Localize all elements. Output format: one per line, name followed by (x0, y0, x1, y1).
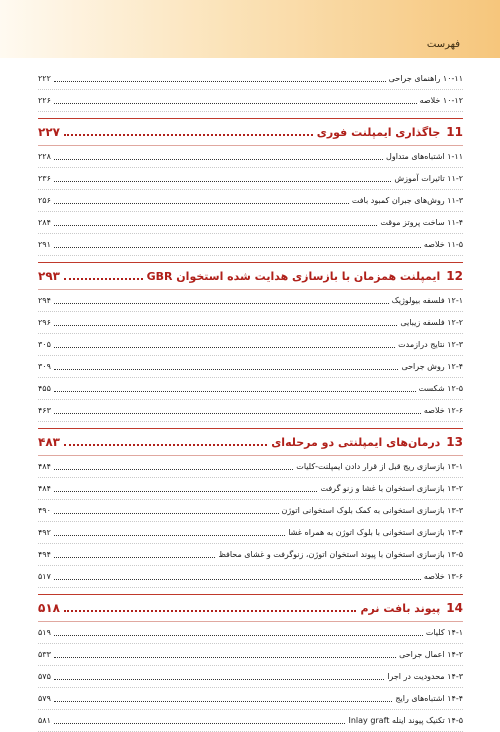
toc-entry[interactable] (38, 456, 463, 478)
entry-page: ۵۷۹ (38, 694, 51, 703)
toc-entry[interactable] (38, 666, 463, 688)
entry-label: ۱۴-۳ محدودیت در اجرا (387, 672, 463, 681)
chapter-page: ۲۹۳ (38, 269, 60, 283)
entry-label: ۱۴-۴ اشتباه‌های رایج (395, 694, 463, 703)
dot-leader (64, 278, 143, 280)
dot-leader (54, 491, 318, 492)
dot-leader (54, 181, 392, 182)
chapter-title: جاگذاری ایمپلنت فوری (316, 125, 441, 139)
chapter-title: ایمپلنت همزمان با بازسازی هدایت شده استخوان GBR (146, 269, 441, 283)
toc-entry[interactable] (38, 190, 463, 212)
toc-entry[interactable] (38, 644, 463, 666)
entry-label: ۱۲-۱ فلسفه بیولوژیک (391, 296, 463, 305)
entry-page: ۴۵۵ (38, 384, 51, 393)
toc-entry[interactable] (38, 90, 463, 112)
entry-page: ۴۸۴ (38, 484, 51, 493)
dot-leader (54, 657, 396, 658)
toc-entry[interactable] (38, 290, 463, 312)
toc-entry[interactable] (38, 544, 463, 566)
dot-leader (54, 303, 389, 304)
dot-leader (54, 635, 423, 636)
chapter-title: پیوند بافت نرم (360, 601, 441, 615)
entry-page: ۲۳۶ (38, 174, 51, 183)
entry-label: ۱۴-۲ اعمال جراحی (399, 650, 463, 659)
entry-label: ۱۲-۲ فلسفه زیبایی (400, 318, 463, 327)
dot-leader (54, 535, 285, 536)
header-bar (0, 0, 500, 58)
entry-label: ۱۴-۱ کلیات (425, 628, 463, 637)
entry-label: ۱۱-۵ خلاصه (423, 240, 463, 249)
toc-entry[interactable] (38, 622, 463, 644)
chapter-heading[interactable] (38, 594, 463, 622)
dot-leader (54, 81, 386, 82)
toc-entry[interactable] (38, 68, 463, 90)
entry-label: ۱۰-۱۱ راهنمای جراحی (388, 74, 463, 83)
entry-label: ۱۴-۵ تکنیک پیوند اینله Inlay graft (348, 716, 463, 725)
toc-entry[interactable] (38, 356, 463, 378)
toc-entry[interactable] (38, 312, 463, 334)
entry-label: ۱۲-۳ نتایج درازمدت (398, 340, 463, 349)
entry-page: ۴۹۲ (38, 528, 51, 537)
dot-leader (54, 679, 384, 680)
toc-entry[interactable] (38, 400, 463, 422)
entry-page: ۴۹۰ (38, 506, 51, 515)
entry-label: ۱۲-۶ خلاصه (423, 406, 463, 415)
dot-leader (54, 701, 392, 702)
entry-page: ۵۸۱ (38, 716, 51, 725)
entry-page: ۲۲۲ (38, 74, 51, 83)
dot-leader (54, 391, 416, 392)
header-title: فهرست (426, 39, 460, 50)
entry-label: ۱۳-۲ بازسازی استخوان با غشا و زنو گرفت (320, 484, 463, 493)
entry-label: ۱۲-۴ روش جراحی (401, 362, 463, 371)
toc-entry[interactable] (38, 566, 463, 588)
chapter-page: ۵۱۸ (38, 601, 60, 615)
dot-leader (54, 369, 399, 370)
chapter-number: 12 (446, 269, 463, 283)
entry-page: ۵۱۹ (38, 628, 51, 637)
dot-leader (54, 469, 293, 470)
chapter-heading[interactable] (38, 428, 463, 456)
entry-label: ۱۱-۲ تاثیرات آموزش (394, 174, 463, 183)
dot-leader (54, 159, 383, 160)
dot-leader (54, 247, 421, 248)
entry-page: ۲۹۱ (38, 240, 51, 249)
toc-entry[interactable] (38, 688, 463, 710)
toc-entry[interactable] (38, 168, 463, 190)
dot-leader (64, 444, 267, 446)
entry-page: ۴۸۴ (38, 462, 51, 471)
toc-entry[interactable] (38, 710, 463, 732)
entry-page: ۲۹۴ (38, 296, 51, 305)
toc-entry[interactable] (38, 500, 463, 522)
toc-entry[interactable] (38, 522, 463, 544)
dot-leader (54, 203, 349, 204)
entry-label: ۱۳-۵ بازسازی استخوان با پیوند استخوان اتوژن، زنوگرفت و غشای محافظ (218, 550, 463, 559)
dot-leader (54, 579, 421, 580)
toc-entry[interactable] (38, 234, 463, 256)
chapter-heading[interactable] (38, 262, 463, 290)
entry-page: ۲۸۴ (38, 218, 51, 227)
entry-page: ۵۳۳ (38, 650, 51, 659)
dot-leader (54, 347, 395, 348)
entry-page: ۲۵۶ (38, 196, 51, 205)
dot-leader (54, 325, 397, 326)
chapter-title: درمان‌های ایمپلنتی دو مرحله‌ای (271, 435, 441, 449)
entry-page: ۲۲۸ (38, 152, 51, 161)
toc-entry[interactable] (38, 146, 463, 168)
entry-label: ۱۱-۳ روش‌های جبران کمبود بافت (351, 196, 463, 205)
chapter-number: 11 (446, 125, 463, 139)
chapter-page: ۲۲۷ (38, 125, 60, 139)
entry-page: ۲۹۶ (38, 318, 51, 327)
toc-entry[interactable] (38, 478, 463, 500)
chapter-number: 13 (446, 435, 463, 449)
table-of-contents (38, 68, 463, 732)
dot-leader (54, 225, 378, 226)
entry-page: ۴۹۴ (38, 550, 51, 559)
entry-page: ۵۷۵ (38, 672, 51, 681)
dot-leader (64, 610, 357, 612)
toc-entry[interactable] (38, 212, 463, 234)
toc-entry[interactable] (38, 378, 463, 400)
entry-page: ۳۰۹ (38, 362, 51, 371)
dot-leader (54, 103, 417, 104)
entry-label: ۱۳-۱ بازسازی ریج قبل از قرار دادن ایمپلنت-کلیات (296, 462, 463, 471)
chapter-heading[interactable] (38, 118, 463, 146)
toc-entry[interactable] (38, 334, 463, 356)
entry-page: ۲۲۶ (38, 96, 51, 105)
entry-label: ۱۳-۴ بازسازی استخوانی با بلوک اتوژن به همراه غشا (288, 528, 463, 537)
entry-page: ۳۰۵ (38, 340, 51, 349)
dot-leader (64, 134, 313, 136)
entry-label: ۱-۱۱ اشتباه‌های متداول (386, 152, 463, 161)
dot-leader (54, 513, 279, 514)
entry-page: ۵۱۷ (38, 572, 51, 581)
entry-label: ۱۳-۶ خلاصه (423, 572, 463, 581)
entry-label: ۱۱-۴ ساخت پروتز موقت (380, 218, 463, 227)
entry-label: ۱۳-۳ بازسازی استخوانی به کمک بلوک استخوانی اتوژن (281, 506, 463, 515)
dot-leader (54, 723, 346, 724)
entry-page: ۴۶۳ (38, 406, 51, 415)
dot-leader (54, 413, 421, 414)
entry-label: ۱۲-۵ شکست (418, 384, 463, 393)
entry-label: ۱۰-۱۲ خلاصه (419, 96, 463, 105)
chapter-page: ۴۸۳ (38, 435, 60, 449)
chapter-number: 14 (446, 601, 463, 615)
dot-leader (54, 557, 216, 558)
